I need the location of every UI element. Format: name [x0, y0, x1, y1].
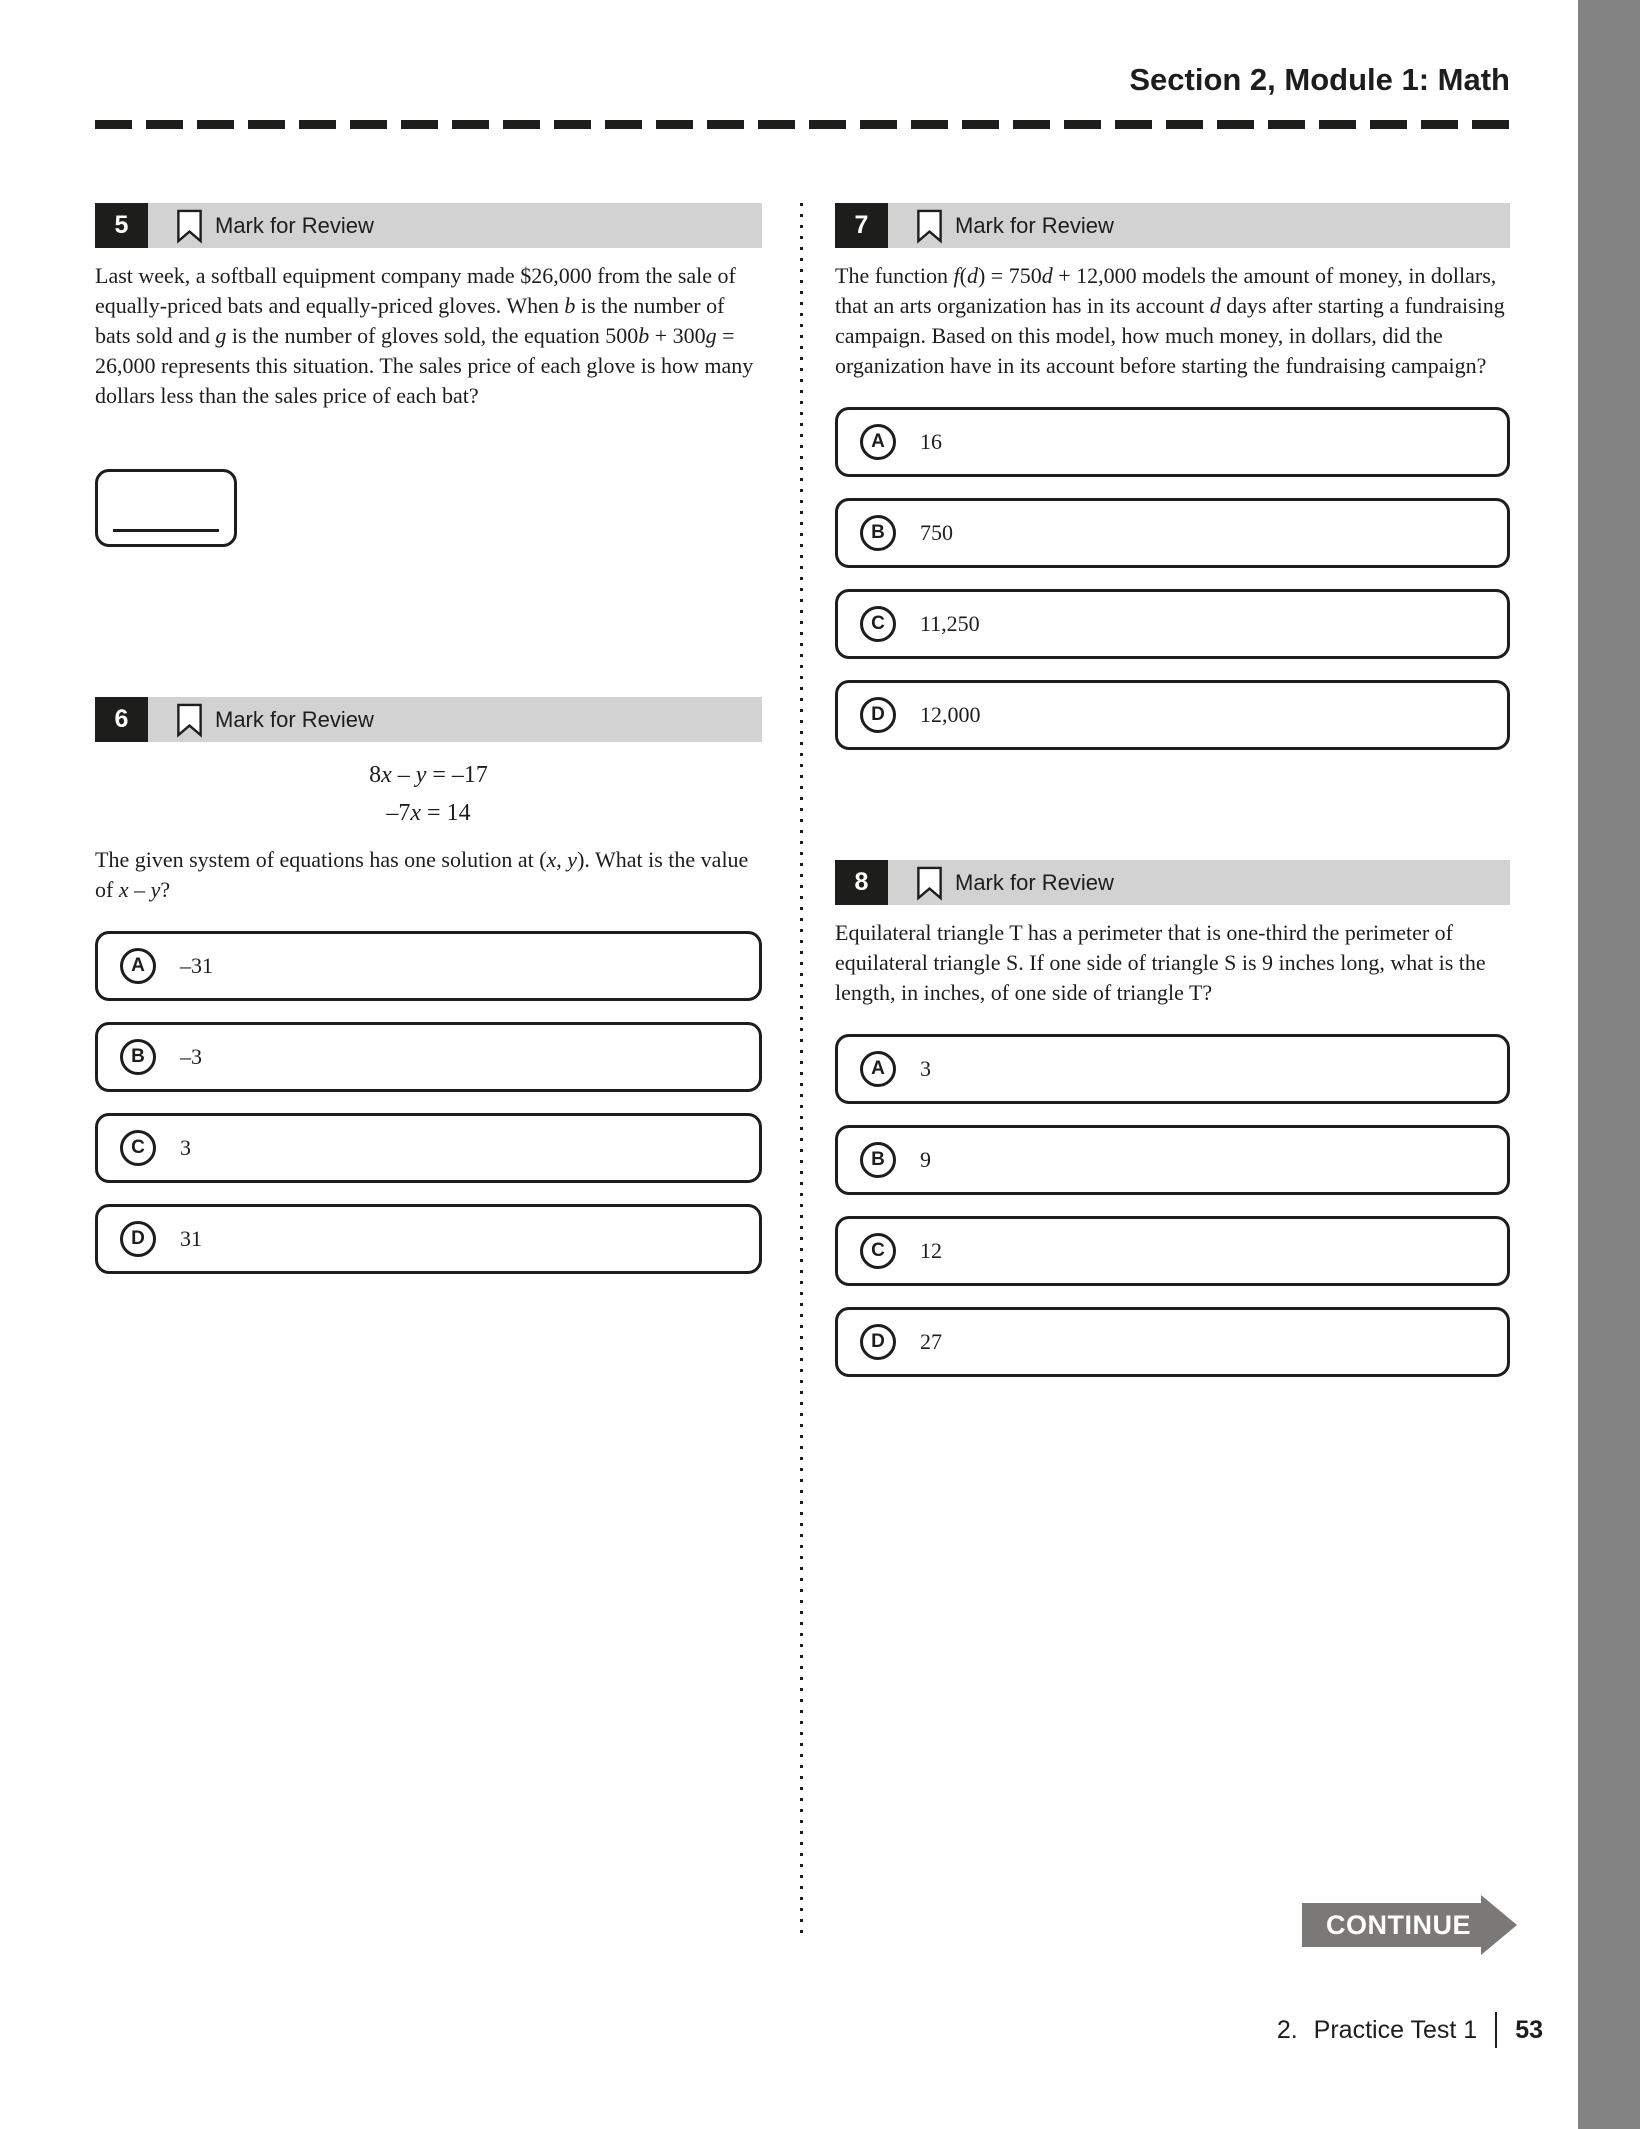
header-dashed-rule: [95, 120, 1510, 129]
equation-line: –7x = 14: [386, 800, 471, 826]
option-letter-circle: C: [860, 1233, 896, 1269]
answer-options: [95, 931, 762, 1274]
page-footer: [1277, 2012, 1543, 2048]
option-value: 12,000: [920, 702, 981, 727]
footer-test-title: Practice Test 1: [1313, 2015, 1478, 2044]
option-value: 9: [920, 1147, 931, 1172]
answer-options: [835, 1034, 1510, 1377]
question-columns: [95, 203, 1510, 1377]
left-column: [95, 203, 762, 1377]
option-letter-circle: C: [120, 1130, 156, 1166]
option-letter-circle: B: [860, 1142, 896, 1178]
option-letter-circle: A: [860, 1051, 896, 1087]
question-body: [835, 261, 1510, 381]
answer-option-A[interactable]: [835, 1034, 1510, 1104]
mark-for-review-label: Mark for Review: [955, 869, 1114, 895]
answer-option-B[interactable]: [95, 1022, 762, 1092]
question-body: [95, 261, 762, 411]
option-value: –3: [180, 1044, 202, 1069]
answer-option-B[interactable]: [835, 1125, 1510, 1195]
page-edge-strip: [1578, 0, 1640, 2129]
bookmark-icon: [916, 865, 943, 901]
section-title: Section 2, Module 1: Math: [1129, 62, 1510, 97]
question-number-badge: 6: [95, 697, 148, 742]
question-header: [95, 697, 762, 742]
answer-option-D[interactable]: [835, 680, 1510, 750]
option-value: 27: [920, 1329, 942, 1354]
question-text: Last week, a softball equipment company made $26,000 from the sale of equally-priced bats and equally-priced gloves. When b is the number of bats sold and g is the number of gloves sold, the equation 500b + 300g = 26,000 represents this situation. The sales price of each glove is how many dollars less than the sales price of each bat?: [95, 263, 754, 408]
question: [835, 860, 1510, 1377]
option-letter-circle: D: [860, 697, 896, 733]
option-value: 31: [180, 1226, 202, 1251]
question-answer-area: [835, 407, 1510, 750]
free-response-answer-line: [113, 529, 219, 532]
question-header: [835, 203, 1510, 248]
equation-line: 8x – y = –17: [369, 762, 488, 788]
mark-for-review-label: Mark for Review: [215, 212, 374, 238]
question-text: Equilateral triangle T has a perimeter that is one-third the perimeter of equilateral triangle S. If one side of triangle S is 9 inches long, what is the length, in inches, of one side of triangle T?: [835, 920, 1486, 1005]
question-number-badge: 5: [95, 203, 148, 248]
question-text: The function f(d) = 750d + 12,000 models the amount of money, in dollars, that an arts organization has in its account d days after starting a fundraising campaign. Based on this model, how much money, in dollars, did the organization have in its account before starting the fundraising campaign?: [835, 263, 1505, 378]
continue-button-label: CONTINUE: [1302, 1903, 1481, 1947]
option-letter-circle: C: [860, 606, 896, 642]
option-value: 3: [180, 1135, 191, 1160]
footer-chapter-number: 2.: [1276, 2015, 1298, 2044]
question-answer-area: [835, 1034, 1510, 1377]
footer-divider: [1495, 2012, 1497, 2048]
answer-option-D[interactable]: [835, 1307, 1510, 1377]
continue-button[interactable]: [1302, 1895, 1517, 1955]
option-letter-circle: D: [860, 1324, 896, 1360]
bookmark-icon: [176, 702, 203, 738]
question-header: [95, 203, 762, 248]
option-letter-circle: B: [120, 1039, 156, 1075]
mark-for-review-button[interactable]: [148, 697, 762, 742]
bookmark-icon: [176, 208, 203, 244]
question-answer-area: [95, 469, 762, 547]
question-number-badge: 7: [835, 203, 888, 248]
question-body: [95, 845, 762, 905]
question-equations: [95, 756, 762, 832]
answer-option-C[interactable]: [95, 1113, 762, 1183]
continue-arrow-icon: [1481, 1895, 1517, 1955]
option-value: 12: [920, 1238, 942, 1263]
mark-for-review-button[interactable]: [148, 203, 762, 248]
option-value: 750: [920, 520, 953, 545]
mark-for-review-label: Mark for Review: [955, 212, 1114, 238]
column-divider-dotted-line: [800, 203, 803, 1938]
mark-for-review-label: Mark for Review: [215, 706, 374, 732]
question-body: [835, 918, 1510, 1008]
question: [835, 203, 1510, 750]
option-value: 11,250: [920, 611, 980, 636]
question: [95, 697, 762, 1274]
answer-option-C[interactable]: [835, 589, 1510, 659]
option-letter-circle: B: [860, 515, 896, 551]
column-spacer: [762, 203, 835, 1377]
answer-option-A[interactable]: [95, 931, 762, 1001]
answer-option-D[interactable]: [95, 1204, 762, 1274]
page-content: [95, 0, 1510, 1377]
question-text: The given system of equations has one solution at (x, y). What is the value of x – y?: [95, 847, 749, 902]
mark-for-review-button[interactable]: [888, 860, 1510, 905]
free-response-input[interactable]: [95, 469, 237, 547]
question-answer-area: [95, 931, 762, 1274]
option-value: –31: [180, 953, 213, 978]
answer-options: [835, 407, 1510, 750]
question-number-badge: 8: [835, 860, 888, 905]
answer-option-C[interactable]: [835, 1216, 1510, 1286]
footer-page-number: 53: [1515, 2015, 1543, 2044]
question-header: [835, 860, 1510, 905]
mark-for-review-button[interactable]: [888, 203, 1510, 248]
option-value: 16: [920, 429, 942, 454]
right-column: [835, 203, 1510, 1377]
option-letter-circle: A: [120, 948, 156, 984]
answer-option-A[interactable]: [835, 407, 1510, 477]
option-value: 3: [920, 1056, 931, 1081]
option-letter-circle: D: [120, 1221, 156, 1257]
option-letter-circle: A: [860, 424, 896, 460]
question: [95, 203, 762, 547]
answer-option-B[interactable]: [835, 498, 1510, 568]
bookmark-icon: [916, 208, 943, 244]
